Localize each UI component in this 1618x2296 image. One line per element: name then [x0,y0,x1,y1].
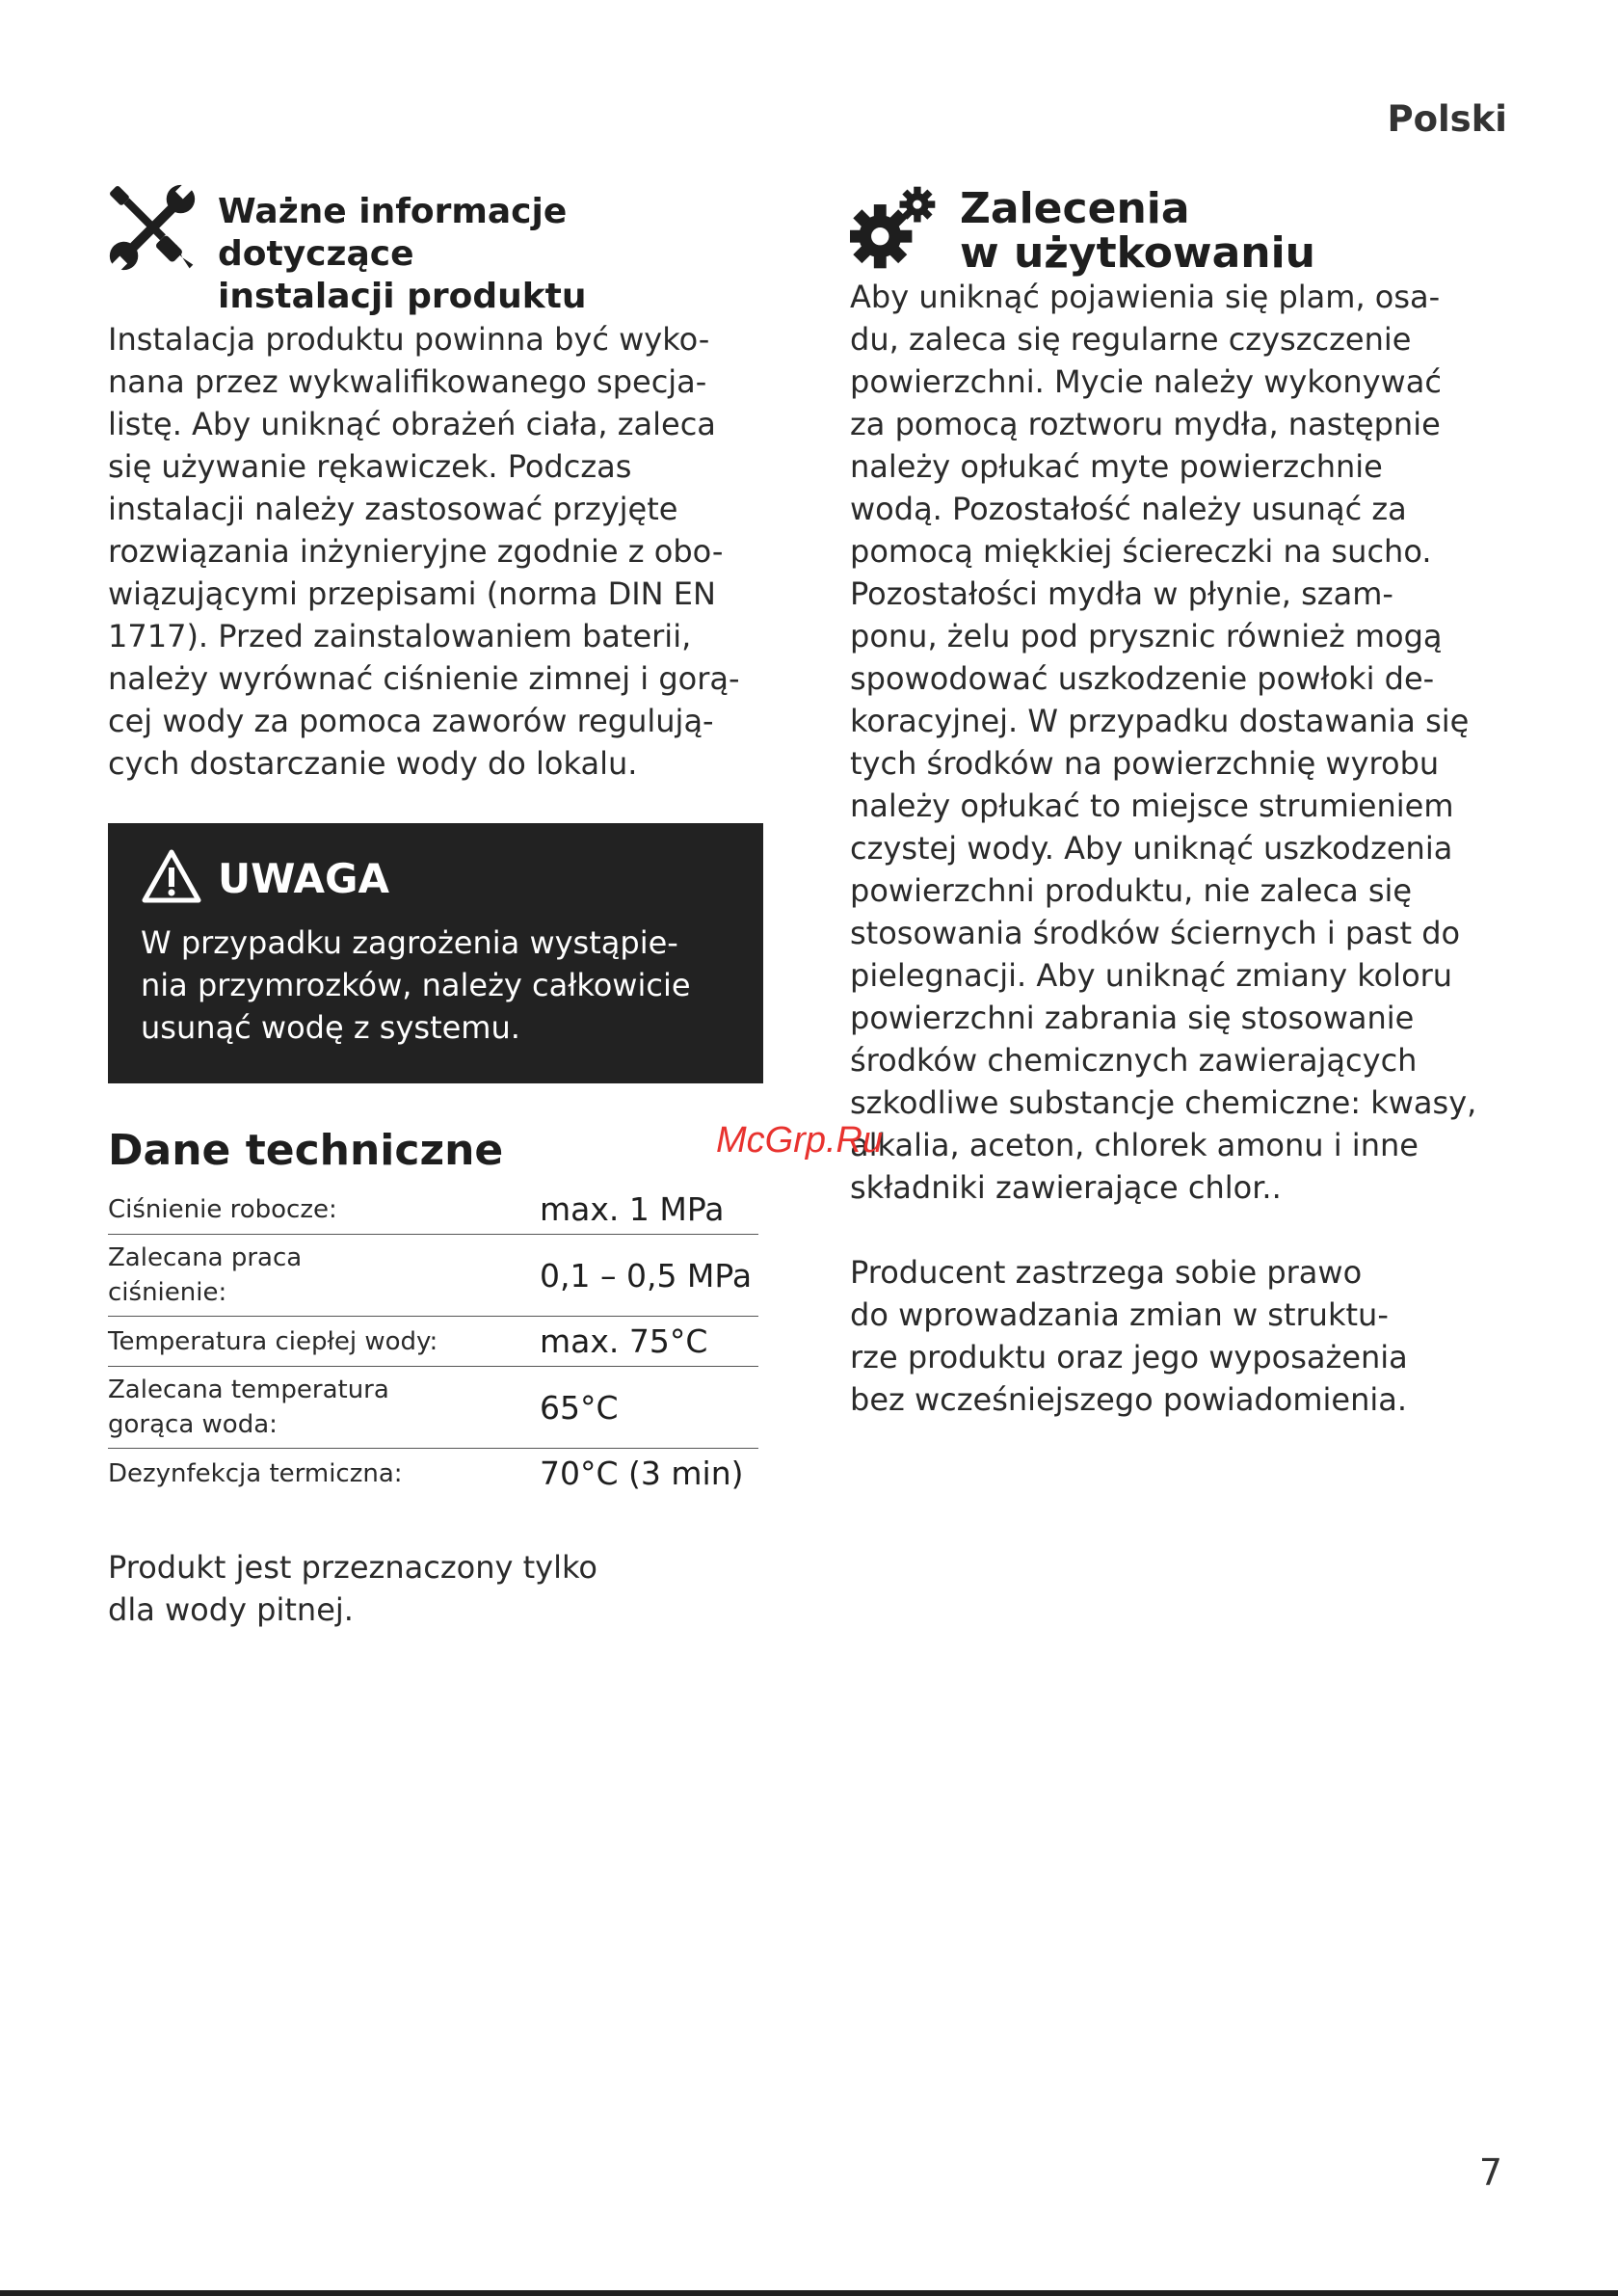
warning-text: W przypadku zagrożenia wystąpie- nia przymrozków, należy całkowicie usunąć wodę z systemu. [141,924,691,1046]
right-column [850,183,1515,1421]
tech-value: 65°C [540,1367,758,1449]
disclaimer-text: Producent zastrzega sobie prawo do wprowadzania zmian w struktu- rze produktu oraz jego wyposażenia bez wcześniejszego powiadomienia. [850,1254,1408,1418]
tech-label: Dezynfekcja termiczna: [108,1449,540,1499]
warning-heading [141,848,730,908]
tech-label: Zalecana praca ciśnienie: [108,1235,540,1317]
warning-title: UWAGA [218,854,390,902]
installation-title: Ważne informacje dotyczące instalacji produktu [218,192,587,316]
tech-title: Dane techniczne [108,1126,504,1175]
table-row [108,1235,758,1317]
tech-value: max. 1 MPa [540,1190,725,1228]
watermark: McGrp.Ru [716,1120,884,1161]
table-row [108,1185,758,1235]
tech-value: 0,1 – 0,5 MPa [540,1235,758,1317]
tech-table [108,1185,758,1498]
tech-value: max. 75°C [540,1317,758,1367]
table-row [108,1449,758,1499]
installation-text: Instalacja produktu powinna być wyko- nana przez wykwalifikowanego specja- listę. Aby uniknąć obrażeń ciała, zaleca się używanie rękawiczek. Podczas instalacji należy zastosować przyjęte rozwiązania inżynieryjne zgodnie z obo- wiązującymi przepisami (norma DIN EN 1717). Przed zainstalowaniem baterii, należy wyrównać ciśnienie zimnej i gorą- cej wody za pomoca zaworów regulują- cych dostarczanie wody do lokalu. [108,321,740,782]
potable-water-note: Produkt jest przeznaczony tylko dla wody pitnej. [108,1549,597,1628]
installation-heading [108,183,763,318]
usage-heading [850,183,1515,276]
tech-label: Temperatura ciepłej wody: [108,1317,540,1367]
tech-label: Zalecana temperatura gorąca woda: [108,1367,540,1449]
tech-label: Ciśnienie robocze: [108,1194,337,1224]
bottom-rule [0,2290,1618,2296]
warning-box [108,823,763,1083]
tools-icon [108,183,197,276]
table-row [108,1367,758,1449]
page-number: 7 [1478,2151,1502,2194]
usage-title: Zalecenia w użytkowaniu [960,184,1315,278]
usage-text: Aby uniknąć pojawienia się plam, osa- du, zaleca się regularne czyszczenie powierzchni. Mycie należy wykonywać za pomocą roztworu mydła, następnie należy opłukać myte powierzchnie wodą. Pozostałość należy usunąć za pomocą miękkiej ściereczki na sucho. Pozostałości mydła w płynie, szam- ponu, żelu pod prysznic również mogą spowodować uszkodzenie powłoki de- koracyjnej. W przypadku dostawania się tych środków na powierzchnię wyrobu należy opłukać to miejsce strumieniem czystej wody. Aby uniknąć uszkodzenia powierzchni produktu, nie zaleca się stosowania środków ściernych i past do pielegnacji. Aby uniknąć zmiany koloru powierzchni zabrania się stosowanie środków chemicznych zawierających szkodliwe substancje chemiczne: kwasy, alkalia, aceton, chlorek amonu i inne składniki zawierające chlor.. [850,279,1477,1206]
gears-icon [850,183,939,276]
left-column [108,183,763,1631]
warning-triangle-icon [141,848,202,908]
language-label: Polski [1387,98,1507,140]
tech-value: 70°C (3 min) [540,1449,758,1499]
table-row [108,1317,758,1367]
